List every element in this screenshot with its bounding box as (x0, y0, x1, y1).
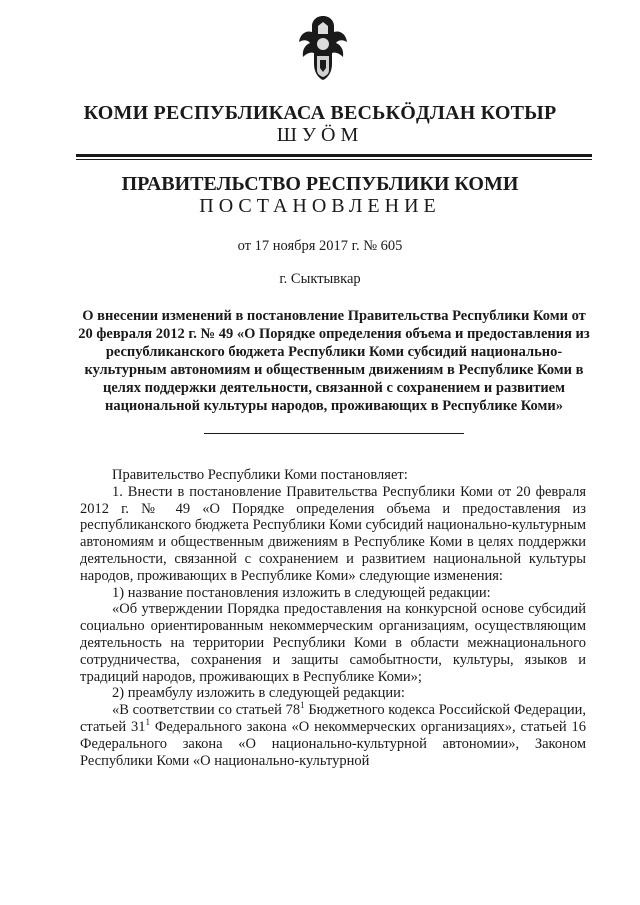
quote-2-part-a: «В соответствии со статьей 78 (112, 702, 301, 719)
body-paragraph-1: 1. Внести в постановление Правительства Республики Коми от 20 февраля 2012 г. № 49 «О Порядке определения объема и предоставления из республиканского бюджета Республики Коми субсидий национально-культурным автономиям и общественным движениям в Республике Коми в целях поддержки деятельности, связанной с сохранением и развитием национальной культуры народов, проживающих в Республике Коми» следующие изменения: (80, 483, 586, 584)
body-paragraph-quote-2 (80, 702, 586, 769)
document-body (80, 467, 586, 769)
header-shuom: ШУӦМ (276, 124, 364, 146)
header-document-type: ПОСТАНОВЛЕНИЕ (199, 195, 441, 217)
coat-of-arms-icon (296, 12, 350, 82)
body-paragraph-intro: Правительство Республики Коми постановляет: (112, 467, 408, 483)
header-divider-thick (76, 154, 592, 157)
quote-2-part-c: Федерального закона «О некоммерческих организациях», статьей 16 Федерального закона «О национально-культурной автономии», Законом Республики Коми «О национально-культурной (80, 718, 587, 769)
document-date-number: от 17 ноября 2017 г. № 605 (237, 238, 403, 254)
quote-2-part-b: Бюджетного кодекса Российской Федерации, статьей 31 (80, 702, 586, 735)
superscript-2: 1 (145, 717, 151, 728)
header-government: ПРАВИТЕЛЬСТВО РЕСПУБЛИКИ КОМИ (121, 173, 519, 195)
header-divider-thin (76, 159, 592, 160)
document-title: О внесении изменений в постановление Правительства Республики Коми от 20 февраля 2012 г. № 49 «О Порядке определения объема и предоставления из республиканского бюджета Республики Коми субсидий национально-культурным автономиям и общественным движениям в Республике Коми в целях поддержки деятельности, связанной с сохранением и развитием национальной культуры народов, проживающих в Республике Коми» (78, 308, 590, 414)
title-underline (204, 433, 464, 434)
header-komi-language: КОМИ РЕСПУБЛИКАСА ВЕСЬКӦДЛАН КОТЫР (83, 102, 557, 124)
body-paragraph-quote-1: «Об утверждении Порядка предоставления на конкурсной основе субсидий социально ориентированным некоммерческим организациям, осуществляющим деятельность на территории Республики Коми в области межнационального сотрудничества, сохранения и защиты самобытности, культуры, языков и традиций народов, проживающих в Республике Коми»; (80, 601, 586, 685)
body-paragraph-item-1: 1) название постановления изложить в следующей редакции: (112, 584, 491, 601)
superscript-1: 1 (300, 700, 305, 711)
document-city: г. Сыктывкар (279, 271, 361, 287)
body-paragraph-item-2: 2) преамбулу изложить в следующей редакции: (112, 685, 405, 702)
